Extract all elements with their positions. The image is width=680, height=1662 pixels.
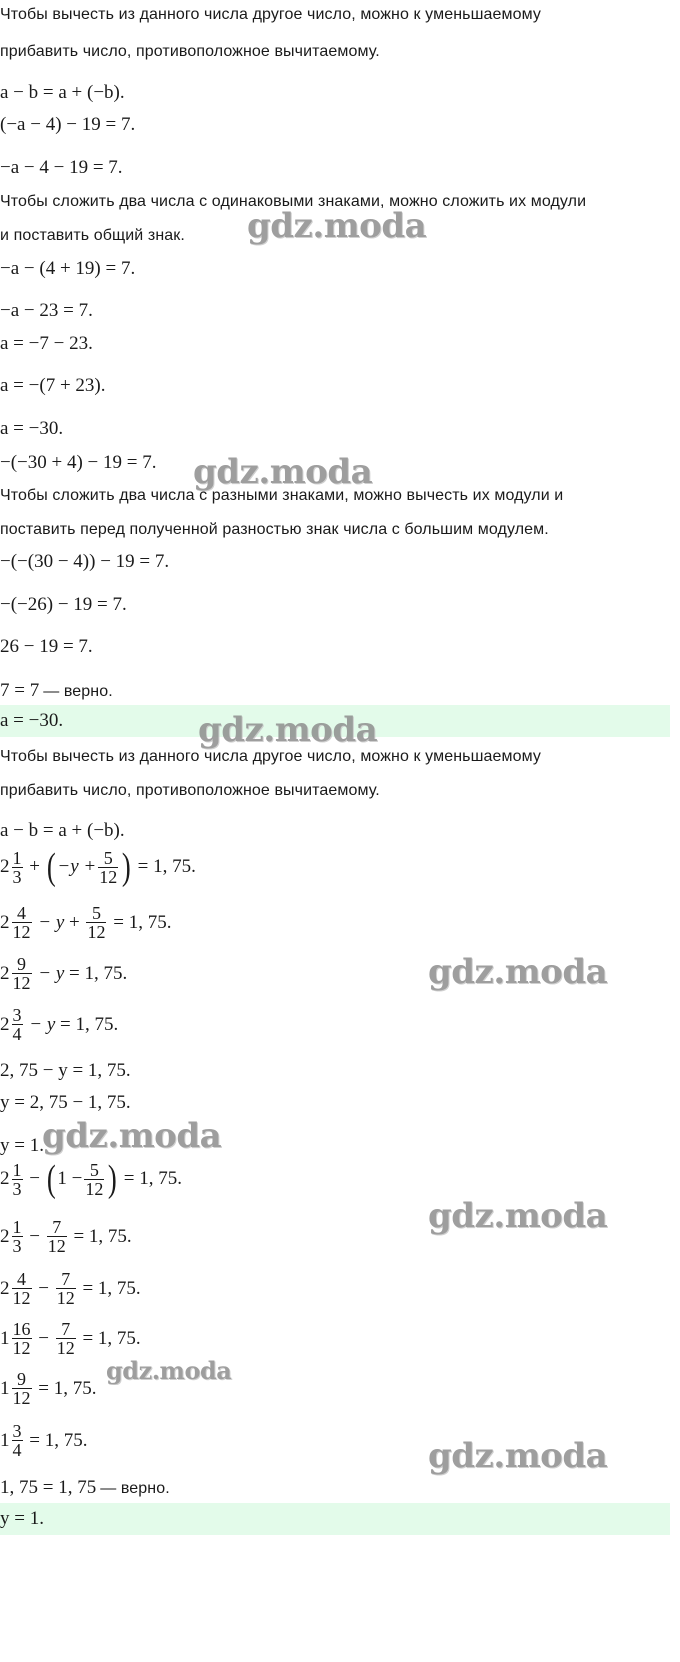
math-line: a − b = a + (−b). xyxy=(0,82,125,103)
rule-text: Чтобы вычесть из данного числа другое число, можно к уменьшаемому xyxy=(0,6,541,23)
math-line-fraction: 1 $\frac{3}{4}$ = 1, 75. xyxy=(0,1421,88,1460)
watermark-logo: gdz.moda xyxy=(198,710,378,750)
fraction: $\frac{4}{12}$ xyxy=(12,1269,31,1308)
watermark-logo: gdz.moda xyxy=(42,1116,222,1156)
rule-text: прибавить число, противоположное вычитаемому. xyxy=(0,43,380,60)
math-line-fraction: 2 $\frac{1}{3}$ − $\frac{7}{12}$ = 1, 75. xyxy=(0,1217,132,1256)
math-line-fraction: 2 $\frac{3}{4}$ − y = 1, 75. xyxy=(0,1005,119,1044)
math-line: −a − 4 − 19 = 7. xyxy=(0,157,123,178)
fraction: $\frac{7}{12}$ xyxy=(56,1319,75,1358)
fraction: $\frac{5}{12}$ xyxy=(87,903,106,942)
math-line-fraction: 2 $\frac{4}{12}$ − y + $\frac{5}{12}$ = 1, 75. xyxy=(0,903,172,942)
rule-text: прибавить число, противоположное вычитаемому. xyxy=(0,782,380,799)
math-line-fraction: 1 $\frac{16}{12}$ − $\frac{7}{12}$ = 1, 75. xyxy=(0,1319,141,1358)
fraction: $\frac{1}{3}$ xyxy=(12,847,22,887)
fraction: $\frac{9}{12}$ xyxy=(12,1369,31,1408)
fraction: $\frac{1}{3}$ xyxy=(12,1217,22,1256)
rule-text: Чтобы вычесть из данного числа другое число, можно к уменьшаемому xyxy=(0,748,541,765)
watermark-logo: gdz.moda xyxy=(106,1356,232,1385)
fraction: $\frac{4}{12}$ xyxy=(12,903,31,942)
fraction: $\frac{5}{12}$ xyxy=(85,1159,104,1199)
math-line: (−a − 4) − 19 = 7. xyxy=(0,114,136,135)
rule-text: поставить перед полученной разностью знак числа с большим модулем. xyxy=(0,521,549,538)
math-line-fraction: 1 $\frac{9}{12}$ = 1, 75. xyxy=(0,1369,97,1408)
fraction: $\frac{7}{12}$ xyxy=(47,1217,66,1256)
watermark-logo: gdz.moda xyxy=(247,206,427,246)
rule-text: и поставить общий знак. xyxy=(0,227,185,244)
math-line: a − b = a + (−b). xyxy=(0,820,125,841)
math-line-fraction: 2 $\frac{1}{3}$ − ( 1 − $\frac{5}{12}$ ) = 1, 75. xyxy=(0,1158,182,1200)
fraction: $\frac{7}{12}$ xyxy=(56,1269,75,1308)
math-line: −a − (4 + 19) = 7. xyxy=(0,258,136,279)
math-line-fraction: 2 $\frac{9}{12}$ − y = 1, 75. xyxy=(0,954,128,993)
rule-text: Чтобы сложить два числа с одинаковыми знаками, можно сложить их модули xyxy=(0,193,587,210)
answer-a: a = −30. xyxy=(0,705,670,737)
watermark-logo: gdz.moda xyxy=(428,952,608,992)
math-line: a = −30. xyxy=(0,418,64,439)
math-line: −(−(30 − 4)) − 19 = 7. xyxy=(0,551,170,572)
math-line: −(−26) − 19 = 7. xyxy=(0,594,127,615)
math-line: 26 − 19 = 7. xyxy=(0,636,93,657)
math-line: −(−30 + 4) − 19 = 7. xyxy=(0,452,157,473)
math-line-fraction: 2 $\frac{1}{3}$ + ( −y + $\frac{5}{12}$ ) = 1, 75. xyxy=(0,846,196,888)
fraction: $\frac{5}{12}$ xyxy=(99,847,118,887)
math-line: a = −7 − 23. xyxy=(0,333,93,354)
watermark-logo: gdz.moda xyxy=(428,1436,608,1476)
math-line: 2, 75 − y = 1, 75. xyxy=(0,1060,131,1081)
math-line: y = 2, 75 − 1, 75. xyxy=(0,1092,131,1113)
answer-y: y = 1. xyxy=(0,1503,670,1535)
check-line: 1, 75 = 1, 75 — верно. xyxy=(0,1477,170,1498)
rule-text: Чтобы сложить два числа с разными знаками, можно вычесть их модули и xyxy=(0,487,564,504)
math-line: a = −(7 + 23). xyxy=(0,375,106,396)
check-line: 7 = 7 — верно. xyxy=(0,680,113,701)
fraction: $\frac{9}{12}$ xyxy=(12,954,31,993)
watermark-logo: gdz.moda xyxy=(193,452,373,492)
fraction: $\frac{3}{4}$ xyxy=(12,1421,22,1460)
math-line-fraction: 2 $\frac{4}{12}$ − $\frac{7}{12}$ = 1, 75. xyxy=(0,1269,141,1308)
math-line: y = 1. xyxy=(0,1135,44,1156)
fraction: $\frac{3}{4}$ xyxy=(12,1005,22,1044)
watermark-logo: gdz.moda xyxy=(428,1196,608,1236)
fraction: $\frac{16}{12}$ xyxy=(12,1319,31,1358)
fraction: $\frac{1}{3}$ xyxy=(12,1159,22,1199)
math-line: −a − 23 = 7. xyxy=(0,300,93,321)
